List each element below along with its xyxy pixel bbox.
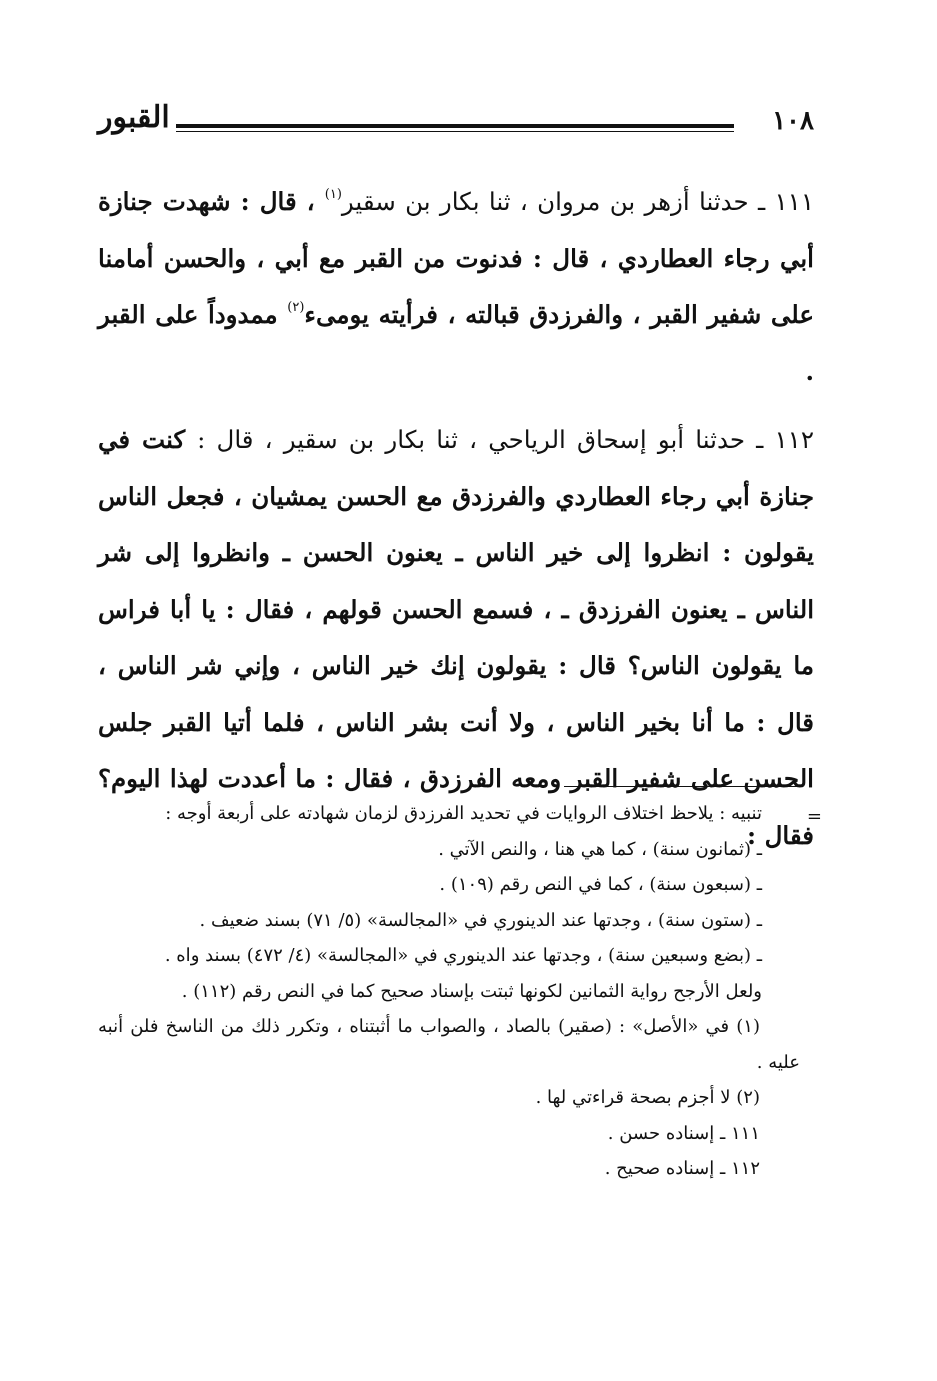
- variant-item: ـ (ثمانون سنة) ، كما هي هنا ، والنص الآتي .: [438, 838, 762, 860]
- footnote-1: (١) في «الأصل» : (صقير) بالصاد ، والصواب ما أثبتناه ، وتكرر ذلك من الناسخ فلن أنبه عليه .: [98, 1016, 800, 1073]
- continuation-mark: =: [806, 806, 822, 827]
- grading-111: ١١١ ـ إسناده حسن .: [607, 1122, 760, 1144]
- footnote-2: (٢) لا أجزم بصحة قراءتي لها .: [535, 1087, 760, 1108]
- footnote-separator: [564, 786, 800, 787]
- page-number: ١٠٨: [772, 106, 814, 136]
- header-rule: [176, 124, 734, 128]
- variant-item: ـ (ستون سنة) ، وجدتها عند الدينوري في «المجالسة» (٥/ ٧١) بسند ضعيف .: [199, 909, 762, 931]
- footnote-ref-2: (٢): [287, 300, 305, 315]
- paragraph-111: [98, 174, 814, 400]
- tanbih-line: تنبيه : يلاحظ اختلاف الروايات في تحديد الفرزدق لزمان شهادته على أربعة أوجه :: [165, 803, 762, 824]
- variant-item: ـ (سبعون سنة) ، كما في النص رقم (١٠٩) .: [439, 874, 762, 895]
- paragraph-111-text: ، قال : شهدت جنازة أبي رجاء العطاردي ، قال : فدنوت من القبر مع أبي ، والحسن أمامنا على شفير القبر ، والفرزدق قبالته ، فرأيته يومىء: [98, 187, 814, 329]
- footnote-ref-1: (١): [324, 187, 342, 202]
- footnotes: [98, 796, 822, 1187]
- page-header: [98, 96, 814, 140]
- grading-112: ١١٢ ـ إسناده صحيح .: [604, 1158, 760, 1179]
- paragraph-112-intro: ١١٢ ـ حدثنا أبو إسحاق الرياحي ، ثنا بكار بن سقير ، قال :: [197, 425, 814, 454]
- paragraph-111-intro: ١١١ ـ حدثنا أزهر بن مروان ، ثنا بكار بن سقير: [341, 187, 814, 216]
- running-title: القبور: [98, 100, 170, 135]
- footnote-notes: [98, 1009, 814, 1187]
- paragraph-112-text: كنت في جنازة أبي رجاء العطاردي والفرزدق مع الحسن يمشيان ، فجعل الناس يقولون : انظروا إلى خير الناس ـ يعنون الحسن ـ وانظروا إلى شر الناس ـ يعنون الفرزدق ـ ، فسمع الحسن قولهم ، فقال : يا أبا فراس ما يقولون الناس؟ قال : يقولون إنك خير الناس ، وإني شر الناس ، قال : ما أنا بخير الناس ، ولا أنت بشر الناس ، فلما أتيا القبر جلس الحسن على شفير القبر ومعه الفرزدق ، فقال : ما أعددت لهذا اليوم؟ فقال :: [98, 425, 814, 850]
- main-text: [98, 174, 814, 864]
- conclusion-line: ولعل الأرجح رواية الثمانين لكونها ثبتت بإسناد صحيح كما في النص رقم (١١٢) .: [181, 980, 762, 1002]
- book-page: [98, 96, 822, 1326]
- footnote-continuation: [98, 796, 822, 1009]
- variant-item: ـ (بضع وسبعين سنة) ، وجدتها عند الدينوري في «المجالسة» (٤/ ٤٧٢) بسند واه .: [164, 945, 762, 966]
- paragraph-111-ending: ممدوداً على القبر .: [98, 300, 814, 386]
